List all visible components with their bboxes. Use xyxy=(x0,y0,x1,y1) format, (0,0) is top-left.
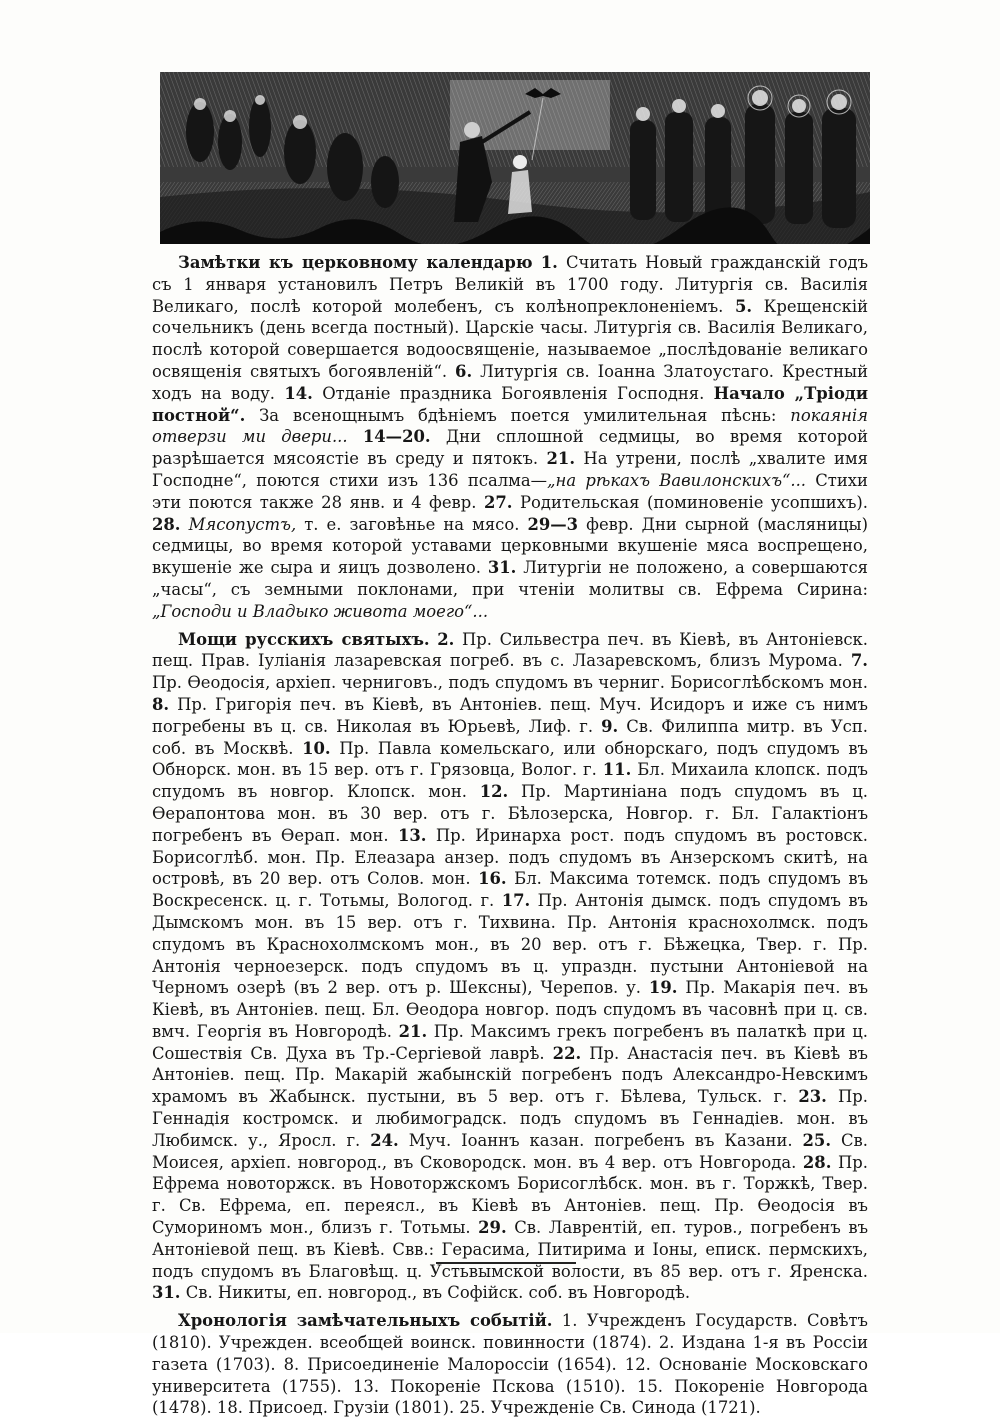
body-text: За всенощнымъ бдѣніемъ поется умилительная пѣснь: xyxy=(245,405,791,425)
date-number: 13. xyxy=(397,825,427,845)
date-number: 17. xyxy=(501,891,531,911)
body-text: Дни сплошной седмицы, во время которой разрѣшается мясоястіе въ среду и пятокъ. xyxy=(152,427,869,469)
heading-relics: Мощи русскихъ святыхъ. xyxy=(178,629,430,649)
body-text: Пр. Сильвестра печ. въ Кіевѣ, въ Антоніевск. пещ. Прав. Іуліанія лазаревская погреб. въ с. Лазаревскомъ, близъ Мурома. xyxy=(152,629,869,671)
body-text: Бл. Михаила клопск. подъ спудомъ въ новгор. Клопск. мон. xyxy=(152,760,868,802)
body-text xyxy=(533,253,541,272)
quoted-text: „на рѣкахъ Вавилонскихъ“... xyxy=(547,470,807,490)
date-number: 14—20. xyxy=(362,427,431,447)
body-text: Крещенскій сочельникъ (день всегда постный). Царскіе часы. Литургія св. Василія Великаго, послѣ которой совершается водоосвященіе, называемое „послѣдованіе великаго освященія святыхъ богоявленій“. xyxy=(152,296,868,381)
body-text: Пр. Максимъ грекъ погребенъ въ палаткѣ при ц. Сошествія Св. Духа въ Тр.-Сергіевой лаврѣ. xyxy=(152,1021,868,1063)
paragraph-relics xyxy=(152,629,868,1305)
body-text: Литургія св. Іоанна Златоустаго. Крестный ходъ на воду. xyxy=(152,361,869,403)
date-number: 31. xyxy=(487,558,517,578)
body-text: Пр. Мартиніана подъ спудомъ въ ц. Ѳерапонтова мон. въ 30 вер. отъ г. Бѣлозерска, Новгор. г. Бл. Галактіонъ погребенъ въ Ѳерап. мон. xyxy=(152,782,868,845)
paragraph-church-calendar xyxy=(152,252,868,623)
date-number: 25. xyxy=(802,1130,832,1150)
bottom-rule xyxy=(436,1262,576,1264)
body-text: Св. Никиты, еп. новгород., въ Софійск. соб. въ Новгородѣ. xyxy=(180,1283,691,1303)
body-text: Пр. Ѳеодосія, архіеп. черниговъ., подъ спудомъ въ черниг. Борисоглѣбскомъ мон. xyxy=(152,673,868,693)
date-number: 23. xyxy=(798,1087,827,1107)
date-number: 12. xyxy=(479,782,509,802)
date-number: 29—3 xyxy=(527,514,579,534)
date-number: 6. xyxy=(455,361,473,381)
date-number: 5. xyxy=(734,296,753,316)
body-text: Пр. Антонія дымск. подъ спудомъ въ Дымскомъ мон. въ 15 вер. отъ г. Тихвина. Пр. Антонія краснохолмск. подъ спудомъ въ Краснохолмскомъ мон., въ 20 вер. отъ г. Бѣжецка, Твер. г. Пр. Антонія черноезерск. подъ спудомъ въ ц. упраздн. пустыни Антоніевой на Черномъ озерѣ (въ 2 вер. отъ р. Шексны), Черепов. у. xyxy=(152,891,868,998)
body-text: Пр. Геннадія костромск. и любимоградск. подъ спудомъ въ Геннадіев. мон. въ Любимск. у., Яросл. г. xyxy=(152,1087,868,1150)
date-number: Начало „Тріоди постной“. xyxy=(152,383,869,425)
date-number: 24. xyxy=(370,1130,399,1150)
date-number: 9. xyxy=(601,716,619,736)
header-engraving xyxy=(160,72,870,244)
heading-chronology: Хронологія замѣчательныхъ событій. xyxy=(178,1311,553,1331)
date-number: 11. xyxy=(602,760,632,780)
date-number: 21. xyxy=(546,449,576,469)
quoted-text: „Господи и Владыко живота моего“... xyxy=(152,601,489,621)
body-text: 1. Учрежденъ Государств. Совѣтъ (1810). Учрежден. всеобщей воинск. повинности (1874). 2. Издана 1-я въ Россіи газета (1703). 8. Присоединеніе Малороссіи (1654). 12. Основаніе Московскаго университета (1755). 13. Покореніе Пскова (1510). 15. Покореніе Новгорода (1478). 18. Присоед. Грузіи (1801). 25. Учрежденіе Св. Синода (1721). xyxy=(152,1311,868,1418)
date-number: 14. xyxy=(284,383,313,403)
paragraph-body xyxy=(152,253,868,621)
date-number: 31. xyxy=(152,1283,181,1303)
paragraph-chronology xyxy=(152,1310,868,1419)
engraving-illustration xyxy=(160,72,870,244)
paragraph-body xyxy=(152,630,868,1303)
text-block xyxy=(152,252,868,1425)
date-number: 2. xyxy=(437,629,455,649)
body-text: Считать Новый гражданскій годъ съ 1 января установилъ Петръ Великій въ 1700 году. Литургія св. Василія Великаго, послѣ которой молебенъ, съ колѣнопреклоненіемъ. xyxy=(152,253,868,316)
quoted-text: покаянія отверзи ми двери... xyxy=(152,405,868,447)
date-number: 27. xyxy=(483,492,513,512)
body-text: Пр. Макарія печ. въ Кіевѣ, въ Антоніев. пещ. Бл. Ѳеодора новгор. подъ спудомъ въ часовнѣ при ц. св. вмч. Георгія въ Новгородѣ. xyxy=(152,978,868,1041)
body-text xyxy=(181,515,189,534)
body-text: Пр. Ефрема новоторжск. въ Новоторжскомъ Борисоглѣбск. мон. въ г. Торжкѣ, Твер. г. Св. Ефрема, еп. переясл., въ Кіевѣ въ Антоніев. пещ. Пр. Ѳеодосія въ Сумориномъ мон., близъ г. Тотьмы. xyxy=(152,1152,868,1238)
body-text: Муч. Іоаннъ казан. погребенъ въ Казани. xyxy=(398,1130,803,1150)
date-number: 29. xyxy=(478,1218,507,1238)
date-number: 7. xyxy=(850,651,868,671)
body-text: Пр. Иринарха рост. подъ спудомъ въ ростовск. Борисоглѣб. мон. Пр. Елеазара анзер. подъ спудомъ въ Анзерскомъ скитѣ, на островѣ, въ 20 вер. отъ Солов. мон. xyxy=(152,825,868,889)
heading-church-calendar: Замѣтки къ церковному календарю xyxy=(178,253,533,272)
date-number: 28. xyxy=(802,1152,832,1172)
date-number: 19. xyxy=(648,978,678,998)
body-text: Литургіи не положено, а совершаются „часы“, съ земными поклонами, при чтеніи молитвы св. Ефрема Сирина: xyxy=(152,558,868,599)
body-text: Родительская (поминовеніе усопшихъ). xyxy=(512,492,868,512)
quoted-text: Мясопустъ, xyxy=(188,514,297,534)
date-number: 10. xyxy=(302,738,331,758)
date-number: 1. xyxy=(540,253,558,272)
date-number: 28. xyxy=(152,514,181,534)
date-number: 8. xyxy=(152,694,170,714)
body-text: На утрени, послѣ „хвалите имя Господне“, поются стихи изъ 136 псалма— xyxy=(152,449,869,490)
body-text: Пр. Григорія печ. въ Кіевѣ, въ Антоніев. пещ. Муч. Исидоръ и иже съ нимъ погребены въ ц. св. Николая въ Юрьевѣ, Лиф. г. xyxy=(152,694,868,736)
body-text: Св. Лаврентій, еп. туров., погребенъ въ Антоніевой пещ. въ Кіевѣ. Свв.: Герасима, Питирима и Іоны, еписк. пермскихъ, подъ спудомъ въ Благовѣщ. ц. Устьвымской волости, въ 85 вер. отъ г. Яренска. xyxy=(152,1218,868,1281)
body-text: Пр. Анастасія печ. въ Кіевѣ въ Антоніев. пещ. Пр. Макарій жабынскій погребенъ подъ Александро-Невскимъ храмомъ въ Жабынск. пустыни, въ 5 вер. отъ г. Бѣлева, Тульск. г. xyxy=(152,1043,868,1107)
body-text: т. е. заговѣнье на мясо. xyxy=(296,514,528,534)
body-text: Бл. Максима тотемск. подъ спудомъ въ Воскресенск. ц. г. Тотьмы, Вологод. г. xyxy=(152,869,868,911)
date-number: 21. xyxy=(398,1021,428,1041)
body-text: Стихи эти поются также 28 янв. и 4 февр. xyxy=(152,470,868,512)
date-number: 22. xyxy=(552,1043,582,1063)
body-text: Пр. Павла комельскаго, или обнорскаго, подъ спудомъ въ Обнорск. мон. въ 15 вер. отъ г. Грязовца, Волог. г. xyxy=(152,738,868,780)
body-text: Св. Филиппа митр. въ Усп. соб. въ Москвѣ. xyxy=(152,716,868,758)
body-text: Отданіе праздника Богоявленія Господня. xyxy=(312,383,714,403)
body-text: Св. Моисея, архіеп. новгород., въ Сковородск. мон. въ 4 вер. отъ Новгорода. xyxy=(152,1130,868,1172)
body-text: февр. Дни сырной (масляницы) седмицы, во время которой уставами церковными вкушеніе мяса воспрещено, вкушеніе же сыра и яицъ дозволено. xyxy=(152,514,868,578)
body-text xyxy=(348,427,363,446)
date-number: 16. xyxy=(478,869,507,889)
